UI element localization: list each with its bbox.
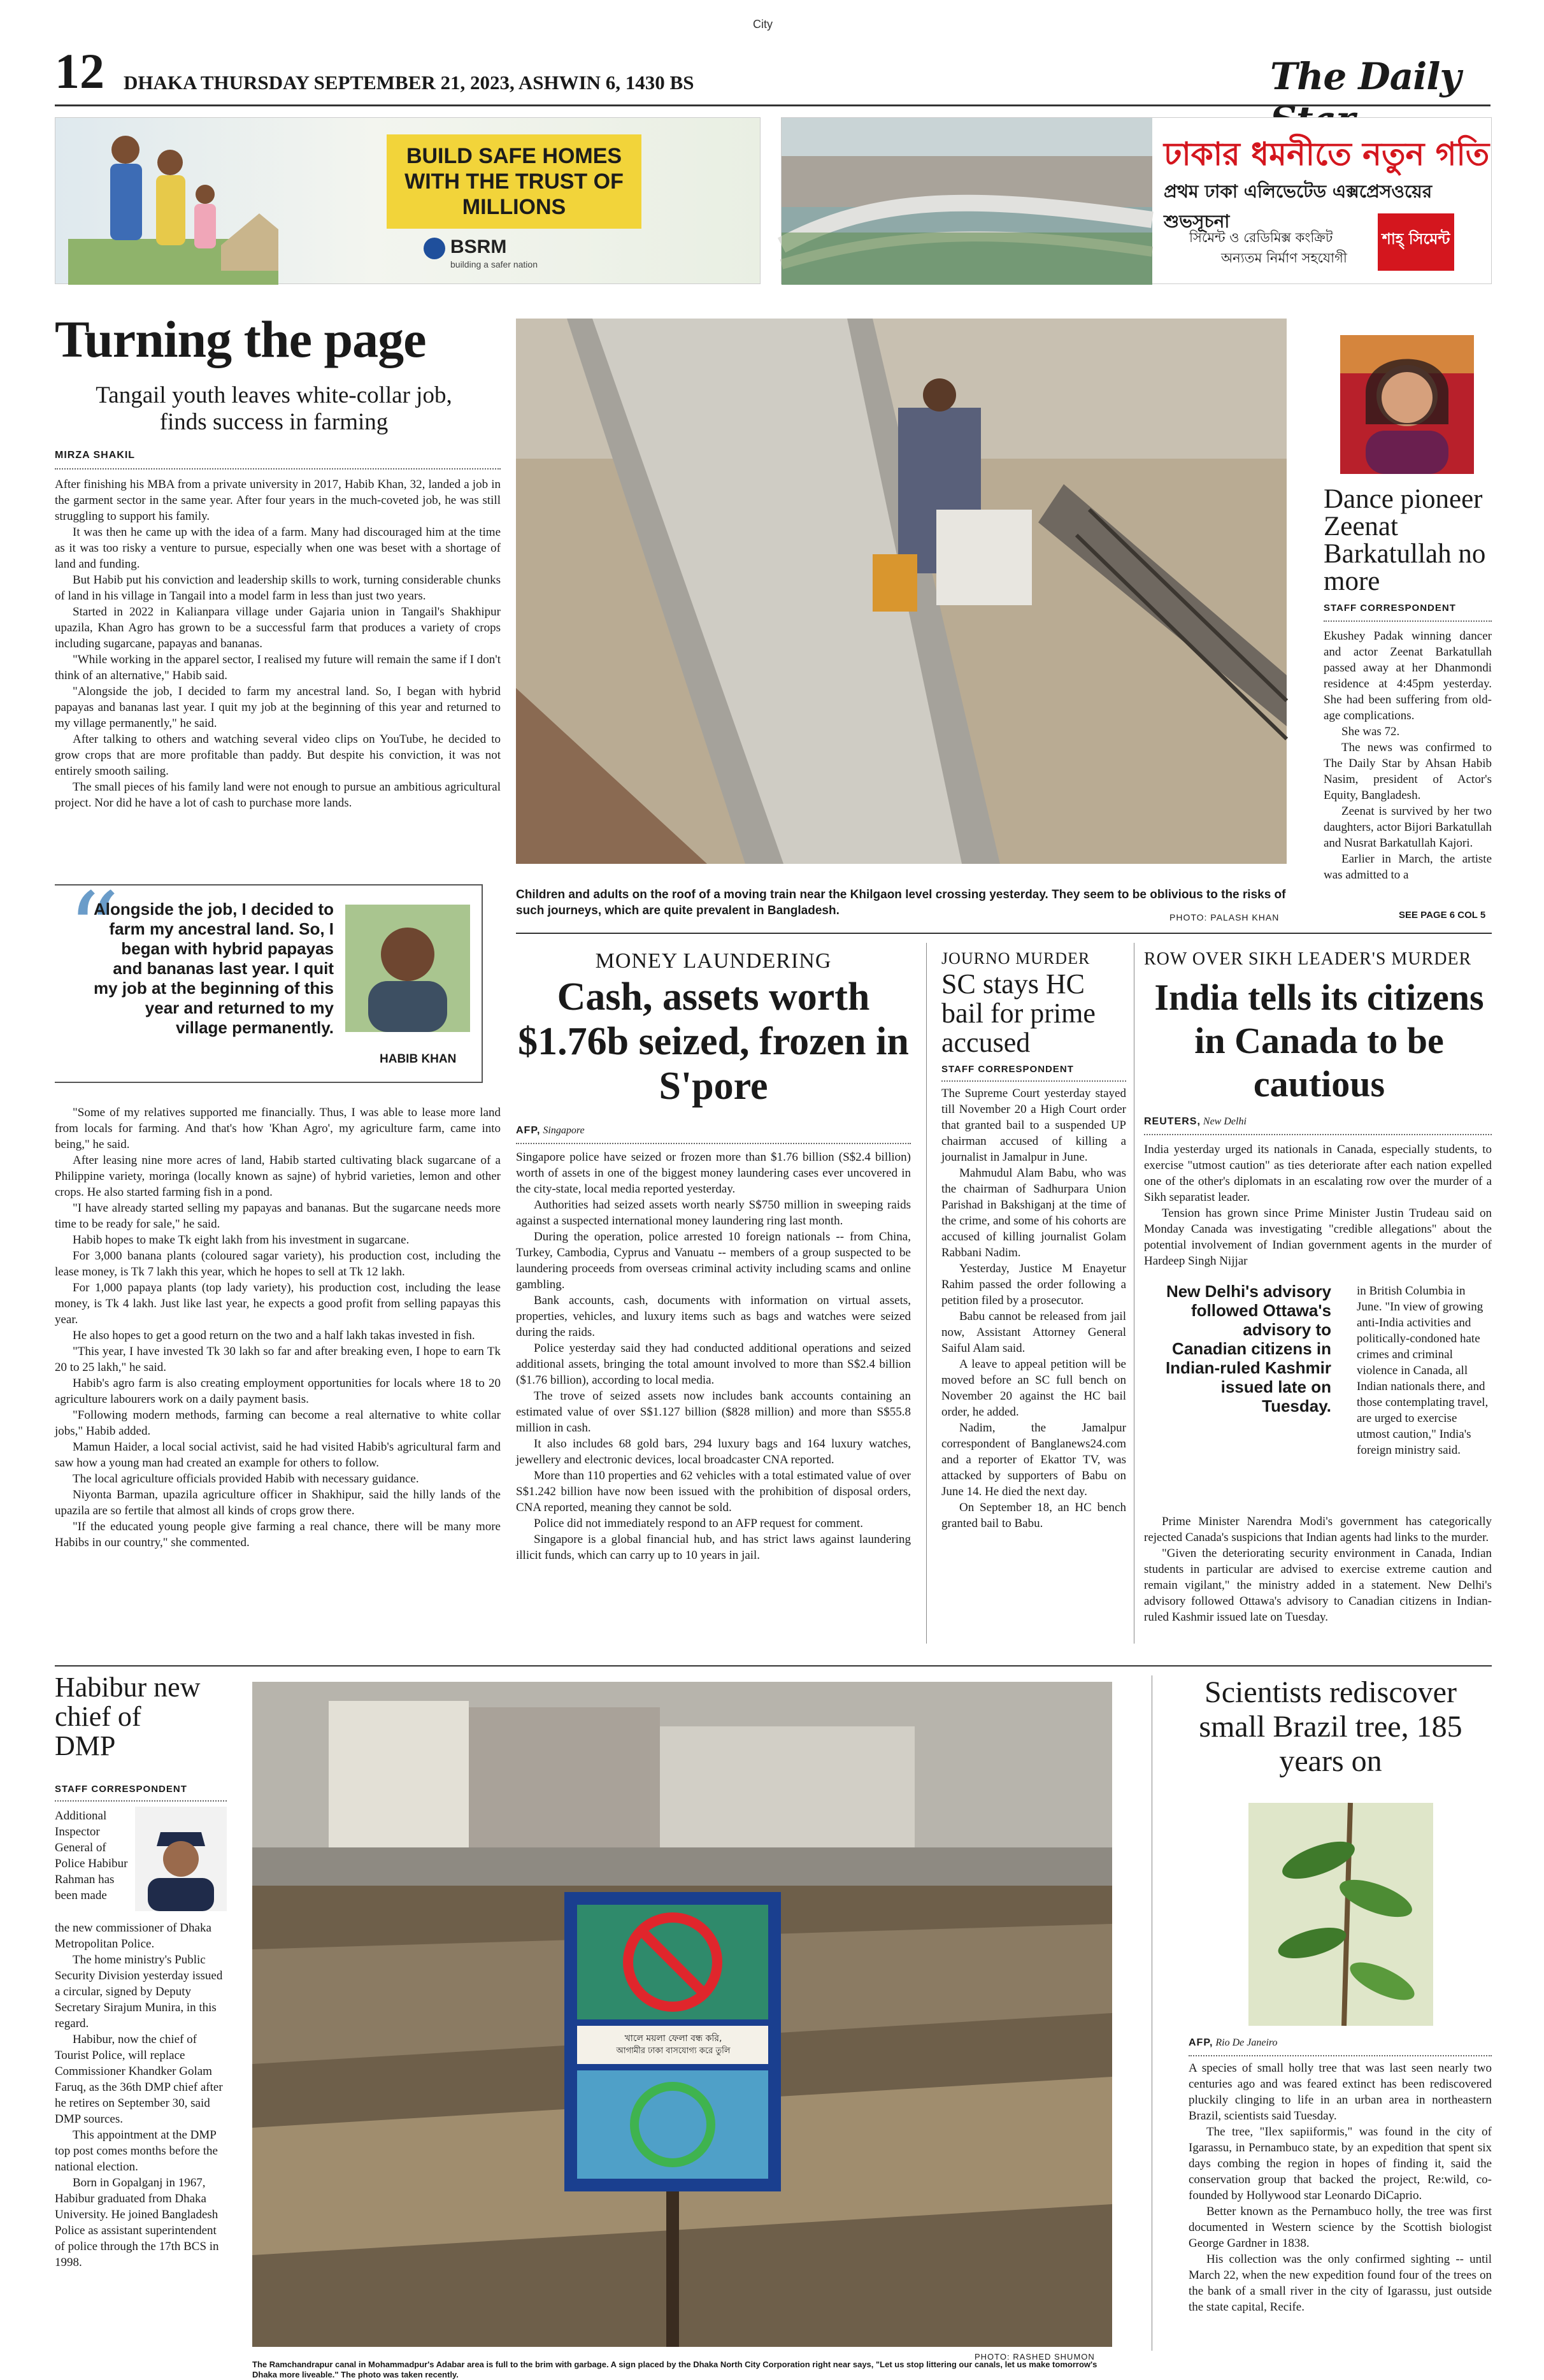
dance-para: The news was confirmed to The Daily Star by Ahsan Habib Nasim, president of Actor's Equity, Bangladesh. (1324, 741, 1492, 802)
money-para: Authorities had seized assets worth nearly S$750 million in sweeping raids against a suspected international money laundering ring last month. (516, 1198, 911, 1228)
lead-para: "This year, I have invested Tk 30 lakh so far and after breaking even, I hope to earn Tk 20 to 25 lakh," he said. (55, 1345, 501, 1374)
dmp-para: Born in Gopalganj in 1967, Habibur graduated from Dhaka University. He joined Bangladesh Police as assistant superintendent of police through the 17th BCS in 1998. (55, 2176, 219, 2269)
section-label: City (753, 18, 773, 31)
india-body-tail (1144, 1514, 1492, 1625)
lead-para: "Alongside the job, I decided to farm my ancestral land. So, I began with hybrid papayas and bananas last year. I quit my job at the beginning of this year and returned to my village permanently," he said. (55, 685, 501, 730)
dance-para: She was 72. (1341, 725, 1400, 738)
ad-bsrm[interactable] (55, 117, 761, 284)
lead-para: But Habib put his conviction and leadership skills to work, turning considerable chunks of land in his village in Tangail into a model farm in less than just two years. (55, 573, 501, 603)
lead-para: Mamun Haider, a local social activist, said he had visited Habib's agricultural farm and saw how a young man had created an example for others to follow. (55, 1440, 501, 1470)
money-byline-agency: AFP, (516, 1125, 541, 1136)
lead-para: Habib's agro farm is also creating employment opportunities for locals where 18 to 20 agriculture labourers work on a daily payment basis. (55, 1377, 501, 1406)
dmp-byline-rule (55, 1800, 227, 1802)
brazil-byline (1189, 2037, 1278, 2049)
journo-para: A leave to appeal petition will be moved before an SC full bench on November 20 against the HC bail order, he added. (941, 1358, 1126, 1419)
canal-sign-text-1: খালে ময়লা ফেলা বন্ধ করি, (624, 2033, 722, 2044)
bsrm-headline: BUILD SAFE HOMES WITH THE TRUST OF MILLIONS (387, 134, 641, 229)
india-narrow-para: in British Columbia in June. "In view of growing anti-India activities and politically-condoned hate crimes and criminal violence in Canada, all Indian nationals there, and those contemplating travel, are urged to exercise utmost caution," India's foreign ministry said. (1357, 1284, 1489, 1457)
shah-logo: শাহ্ সিমেন্ট (1378, 213, 1454, 271)
lead-body-1 (55, 477, 501, 811)
canal-credit: PHOTO: RASHED SHUMON (975, 2352, 1095, 2362)
zeenat-photo (1340, 335, 1474, 474)
dance-para: Ekushey Padak winning dancer and actor Zeenat Barkatullah passed away at her Dhanmondi residence at 4:45pm yesterday. She had been suffering from old-age complications. (1324, 629, 1492, 722)
money-dateline: Singapore (543, 1125, 585, 1136)
train-photo (516, 319, 1287, 864)
lead-para: Habib hopes to make Tk eight lakh from his investment in sugarcane. (73, 1233, 410, 1247)
brazil-byline-rule (1189, 2055, 1492, 2056)
brazil-para: Better known as the Pernambuco holly, the tree was first documented in Western science by the Scottish biologist George Gardner in 1838. (1189, 2205, 1492, 2250)
bsrm-tagline: building a safer nation (450, 259, 538, 269)
journo-para: On September 18, an HC bench granted bail to Babu. (941, 1501, 1126, 1530)
masthead-logo: The Daily (1270, 55, 1461, 98)
journo-para: Mahmudul Alam Babu, who was the chairman of Sadhurpara Union Parishad in Bakshiganj at the time of the crime, and some of his cohorts are accused of killing journalist Golam Rabbani Nadim. (941, 1166, 1126, 1259)
canal-photo (252, 1682, 1112, 2347)
journo-byline-rule (941, 1080, 1126, 1082)
india-byline-rule (1144, 1134, 1492, 1135)
column-rule-1 (926, 943, 927, 1644)
money-kicker: MONEY LAUNDERING (595, 949, 832, 973)
money-para: During the operation, police arrested 10 foreign nationals -- from China, Turkey, Cambodia, Cyprus and Vanuatu -- members of a group suspected to be laundering proceeds from overseas criminal activity including scams and online gambling. (516, 1230, 911, 1291)
lead-para: "Following modern methods, farming can become a real alternative to white collar jobs," Habib added. (55, 1409, 501, 1438)
india-para: India yesterday urged its nationals in Canada, especially students, to exercise "utmost caution" as ties deteriorate after each nation expelled one of the other's diplomats in an escalating row over the murder of a Sikh separatist leader. (1144, 1143, 1492, 1204)
habibur-photo (135, 1807, 227, 1911)
india-kicker: ROW OVER SIKH LEADER'S MURDER (1144, 949, 1472, 969)
ad-shah-cement[interactable] (781, 117, 1492, 284)
india-pullout: New Delhi's advisory followed Ottawa's advisory to Canadian citizens in Indian-ruled Kashmir issued late on Tuesday. (1165, 1282, 1331, 1416)
page-number: 12 (55, 43, 104, 99)
money-para: Singapore is a global financial hub, and has strict laws against laundering illicit funds, which can carry up to 10 years in jail. (516, 1533, 911, 1562)
india-dateline: New Delhi (1203, 1116, 1247, 1127)
quote-name: HABIB KHAN (380, 1052, 457, 1066)
lead-quote-box (55, 870, 483, 1083)
lead-para: After talking to others and watching several video clips on YouTube, he decided to grow crops that are more profitable than paddy. But despite his conviction, it was not entirely smooth sailing. (55, 733, 501, 778)
dmp-para: This appointment at the DMP top post comes months before the national election. (55, 2128, 218, 2174)
section-rule-mid (516, 933, 1492, 934)
dance-byline: STAFF CORRESPONDENT (1324, 603, 1456, 613)
lead-para: After leasing nine more acres of land, Habib started cultivating black sugarcane of a Philippine variety, moringa (locally known as sajne) of hybrid varieties, lemon and other crops. He also started farming fish in a pond. (55, 1154, 501, 1199)
india-para: Tension has grown since Prime Minister Justin Trudeau said on Monday Canada was investigating "credible allegations" about the potential involvement of Indian government agents in the murder of Hardeep Singh Nijjar (1144, 1207, 1492, 1268)
money-body (516, 1149, 911, 1563)
lead-para: It was then he came up with the idea of a farm. Many had discouraged him at the time as it was too risky a venture to pursue, especially when one was beset with a shortage of land and funding. (55, 526, 501, 571)
money-para: Police did not immediately respond to an AFP request for comment. (534, 1517, 863, 1530)
india-para: "Given the deteriorating security environment in Canada, Indian students in particular are advised to exercise extreme caution and remain vigilant," the ministry added in a statement. New Delhi's advisory followed Ottawa's advisory to Canadian citizens in Indian-ruled Kashmir issued late on Tuesday. (1144, 1547, 1492, 1624)
money-para: Singapore police have seized or frozen more than $1.76 billion (S$2.4 billion) worth of assets in one of the biggest money laundering cases ever uncovered in the city-state, local media reported yesterday. (516, 1151, 911, 1196)
lead-para: After finishing his MBA from a private university in 2017, Habib Khan, 32, landed a job in the garment sector in the same year. After four years in the much-coveted job, he was still struggling to support his family. (55, 478, 501, 523)
money-para: It also includes 68 gold bars, 294 luxury bags and 164 luxury watches, jewellery and electronic devices, local broadcaster CNA reported. (516, 1437, 911, 1466)
journo-kicker: JOURNO MURDER (941, 949, 1090, 968)
shah-headline: ঢাকার ধমনীতে নতুন গতি (1164, 136, 1490, 173)
dance-jump[interactable]: SEE PAGE 6 COL 5 (1399, 910, 1486, 921)
money-para: Bank accounts, cash, documents with information on virtual assets, properties, vehicles, and luxury items such as bags and watches were seized during the raids. (516, 1294, 911, 1339)
lead-para: For 1,000 papaya plants (top lady variety), his production cost, including the lease money, is Tk 4 lakh. Just like last year, he expects a good profit from selling papayas this year. (55, 1281, 501, 1326)
lead-para: "I have already started selling my papayas and bananas. But the sugarcane needs more time to be ready for sale," he said. (55, 1201, 501, 1231)
lead-headline: Turning the page (55, 310, 426, 368)
journo-para: Nadim, the Jamalpur correspondent of Banglanews24.com and a reporter of Ekattor TV, was attacked by supporters of Babu on June 14. He died the next day. (941, 1421, 1126, 1498)
shah-line2: অন্যতম নির্মাণ সহযোগী (1221, 250, 1347, 266)
money-byline-rule (516, 1143, 911, 1144)
lead-para: For 3,000 banana plants (coloured sagar variety), his production cost, including the lease money, is Tk 7 lakh this year, which he hopes to sell at Tk 12 lakh. (55, 1249, 501, 1279)
india-byline (1144, 1116, 1247, 1128)
india-body-narrow (1357, 1283, 1492, 1458)
india-body-lead (1144, 1142, 1492, 1269)
lead-para: Niyonta Barman, upazila agriculture officer in Shakhipur, said the hilly lands of the upazila are so fertile that almost all kinds of crops grow there. (55, 1488, 501, 1517)
lead-para: Started in 2022 in Kalianpara village under Gajaria union in Tangail's Shakhipur upazila, Khan Agro has grown to be a successful farm that produces a variety of crops including sugarcane, papayas and bananas. (55, 605, 501, 650)
family-illustration (68, 118, 278, 285)
dateline: DHAKA THURSDAY SEPTEMBER 21, 2023, ASHWIN 6, 1430 BS (124, 71, 694, 94)
brazil-tree-photo (1248, 1803, 1433, 2026)
money-para: Police yesterday said they had conducted additional operations and seized additional assets, bringing the total amount involved to more than S$2.4 billion ($1.76 billion), according to local media. (516, 1342, 911, 1387)
dance-para: Zeenat is survived by her two daughters, actor Bijori Barkatullah and Nusrat Barkatullah Kajori. (1324, 805, 1492, 850)
masthead-rule (55, 104, 1490, 106)
dmp-body (55, 1920, 227, 2270)
lead-para: He also hopes to get a good return on the two and a half lakh takas invested in fish. (73, 1329, 475, 1342)
lead-byline-rule (55, 468, 501, 470)
train-credit: PHOTO: PALASH KHAN (1169, 912, 1280, 922)
dance-body (1324, 628, 1492, 883)
brazil-para: His collection was the only confirmed sighting -- until March 22, when the new expedition found four of the trees on the bank of a small river in the city of Igarassu, just outside the state capital, Recife. (1189, 2253, 1492, 2314)
money-para: More than 110 properties and 62 vehicles with a total estimated value of over S$1.242 billion have now been issued with the prohibition of disposal orders, CNA reported, meaning they cannot be sold. (516, 1469, 911, 1514)
lead-subhead: Tangail youth leaves white-collar job, finds success in farming (96, 382, 452, 435)
lead-para: "Some of my relatives supported me financially. Thus, I was able to lease more land from locals for farming. And that's how 'Khan Agro', my agriculture farm, came into being," he said. (55, 1106, 501, 1151)
dance-para: Earlier in March, the artiste was admitted to a (1324, 852, 1492, 882)
brazil-para: The tree, "Ilex sapiiformis," was found in the city of Igarassu, in Pernambuco state, by an expedition that spent six days combing the region in hopes of finding it, said the conservation group that backed the project, Re:wild, co-founded by Hollywood star Leonardo DiCaprio. (1189, 2125, 1492, 2202)
money-para: The trove of seized assets now includes bank accounts containing an estimated value of over S$1.127 billion ($828 million) and more than S$55.8 million in cash. (516, 1389, 911, 1435)
bsrm-brand: BSRM (450, 236, 507, 257)
dmp-byline: STAFF CORRESPONDENT (55, 1784, 187, 1795)
habib-khan-photo (345, 905, 470, 1032)
india-headline: India tells its citizens in Canada to be cautious (1154, 977, 1484, 1105)
lead-para: The local agriculture officials provided Habib with necessary guidance. (73, 1472, 419, 1486)
journo-para: Yesterday, Justice M Enayetur Rahim passed the order following a petition filed by a prosecutor. (941, 1262, 1126, 1307)
money-headline: Cash, assets worth $1.76b seized, frozen in S'pore (518, 975, 909, 1108)
dmp-para: The home ministry's Public Security Division yesterday issued a circular, signed by Deputy Secretary Sirajum Munira, in this regard. (55, 1953, 223, 2030)
journo-byline: STAFF CORRESPONDENT (941, 1064, 1074, 1075)
journo-body (941, 1086, 1126, 1531)
lead-para: The small pieces of his family land were not enough to pursue an ambitious agricultural project. Nor did he have a lot of cash to purchase more lands. (55, 780, 501, 810)
train-caption: Children and adults on the roof of a moving train near the Khilgaon level crossing yesterday. They seem to be oblivious to the risks of such journeys, which are quite prevalent in Bangladesh. (516, 888, 1286, 917)
lead-para: "While working in the apparel sector, I realised my future will remain the same if I don't think of an alternative," Habib said. (55, 653, 501, 682)
lead-body-2 (55, 1105, 501, 1551)
dance-byline-rule (1324, 620, 1492, 622)
dmp-para: the new commissioner of Dhaka Metropolitan Police. (55, 1921, 211, 1951)
dmp-para: Habibur, now the chief of Tourist Police, will replace Commissioner Khandker Golam Faruq, as the 36th DMP chief after he retires on September 30, said DMP sources. (55, 2033, 223, 2126)
quote-mark-icon: “ (68, 870, 120, 989)
brazil-body (1189, 2060, 1492, 2315)
shah-subheadline: প্রথম ঢাকা এলিভেটেড এক্সপ্রেসওয়ের শুভসূচনা (1164, 181, 1433, 232)
journo-para: Babu cannot be released from jail now, Assistant Attorney General Saiful Alam said. (941, 1310, 1126, 1355)
lead-para: "If the educated young people give farming a real chance, there will be many more Habibs in our country," she commented. (55, 1520, 501, 1549)
shah-line1: সিমেন্ট ও রেডিমিক্স কংক্রিট (1189, 230, 1333, 245)
journo-para: The Supreme Court yesterday stayed till November 20 a High Court order that granted bail to a suspended UP chairman accused of killing a journalist in Jamalpur in June. (941, 1087, 1126, 1164)
brazil-dateline: Rio De Janeiro (1215, 2037, 1278, 2048)
bsrm-logo-icon (424, 238, 445, 259)
dmp-narrow-para: Additional Inspector General of Police Habibur Rahman has been made (55, 1809, 128, 1902)
dmp-body-narrow (55, 1808, 131, 1903)
expressway-aerial-photo (782, 118, 1152, 285)
dmp-headline: Habibur new chief of DMP (55, 1672, 201, 1761)
canal-sign-text-2: আগামীর ঢাকা বাসযোগ্য করে তুলি (616, 2046, 731, 2056)
money-byline (516, 1125, 585, 1136)
section-rule-bottom (55, 1665, 1492, 1667)
india-byline-agency: REUTERS, (1144, 1116, 1201, 1127)
canal-caption: The Ramchandrapur canal in Mohammadpur's Adabar area is full to the brim with garbage. A sign placed by the Dhaka North City Corporation right near says, "Let us stop littering our canals, let us make tomorrow's Dhaka more liveable." The photo was taken recently. (252, 2360, 1097, 2379)
quote-text: Alongside the job, I decided to farm my ancestral land. So, I began with hybrid papayas and bananas last year. I quit my job at the beginning of this year and returned to my village permanently. (93, 900, 334, 1037)
lead-byline: MIRZA SHAKIL (55, 450, 136, 461)
brazil-byline-agency: AFP, (1189, 2037, 1213, 2048)
brazil-para: A species of small holly tree that was last seen nearly two centuries ago and was feared extinct has been rediscovered pluckily clinging to life in an urban area in northeastern Brazil, scientists said Tuesday. (1189, 2061, 1492, 2123)
india-para: Prime Minister Narendra Modi's government has categorically rejected Canada's suspicions that Indian agents had links to the murder. (1144, 1515, 1492, 1544)
dance-headline: Dance pioneer Zeenat Barkatullah no more (1324, 484, 1486, 596)
brazil-headline: Scientists rediscover small Brazil tree, 185 years on (1199, 1675, 1462, 1778)
journo-headline: SC stays HC bail for prime accused (941, 968, 1096, 1058)
